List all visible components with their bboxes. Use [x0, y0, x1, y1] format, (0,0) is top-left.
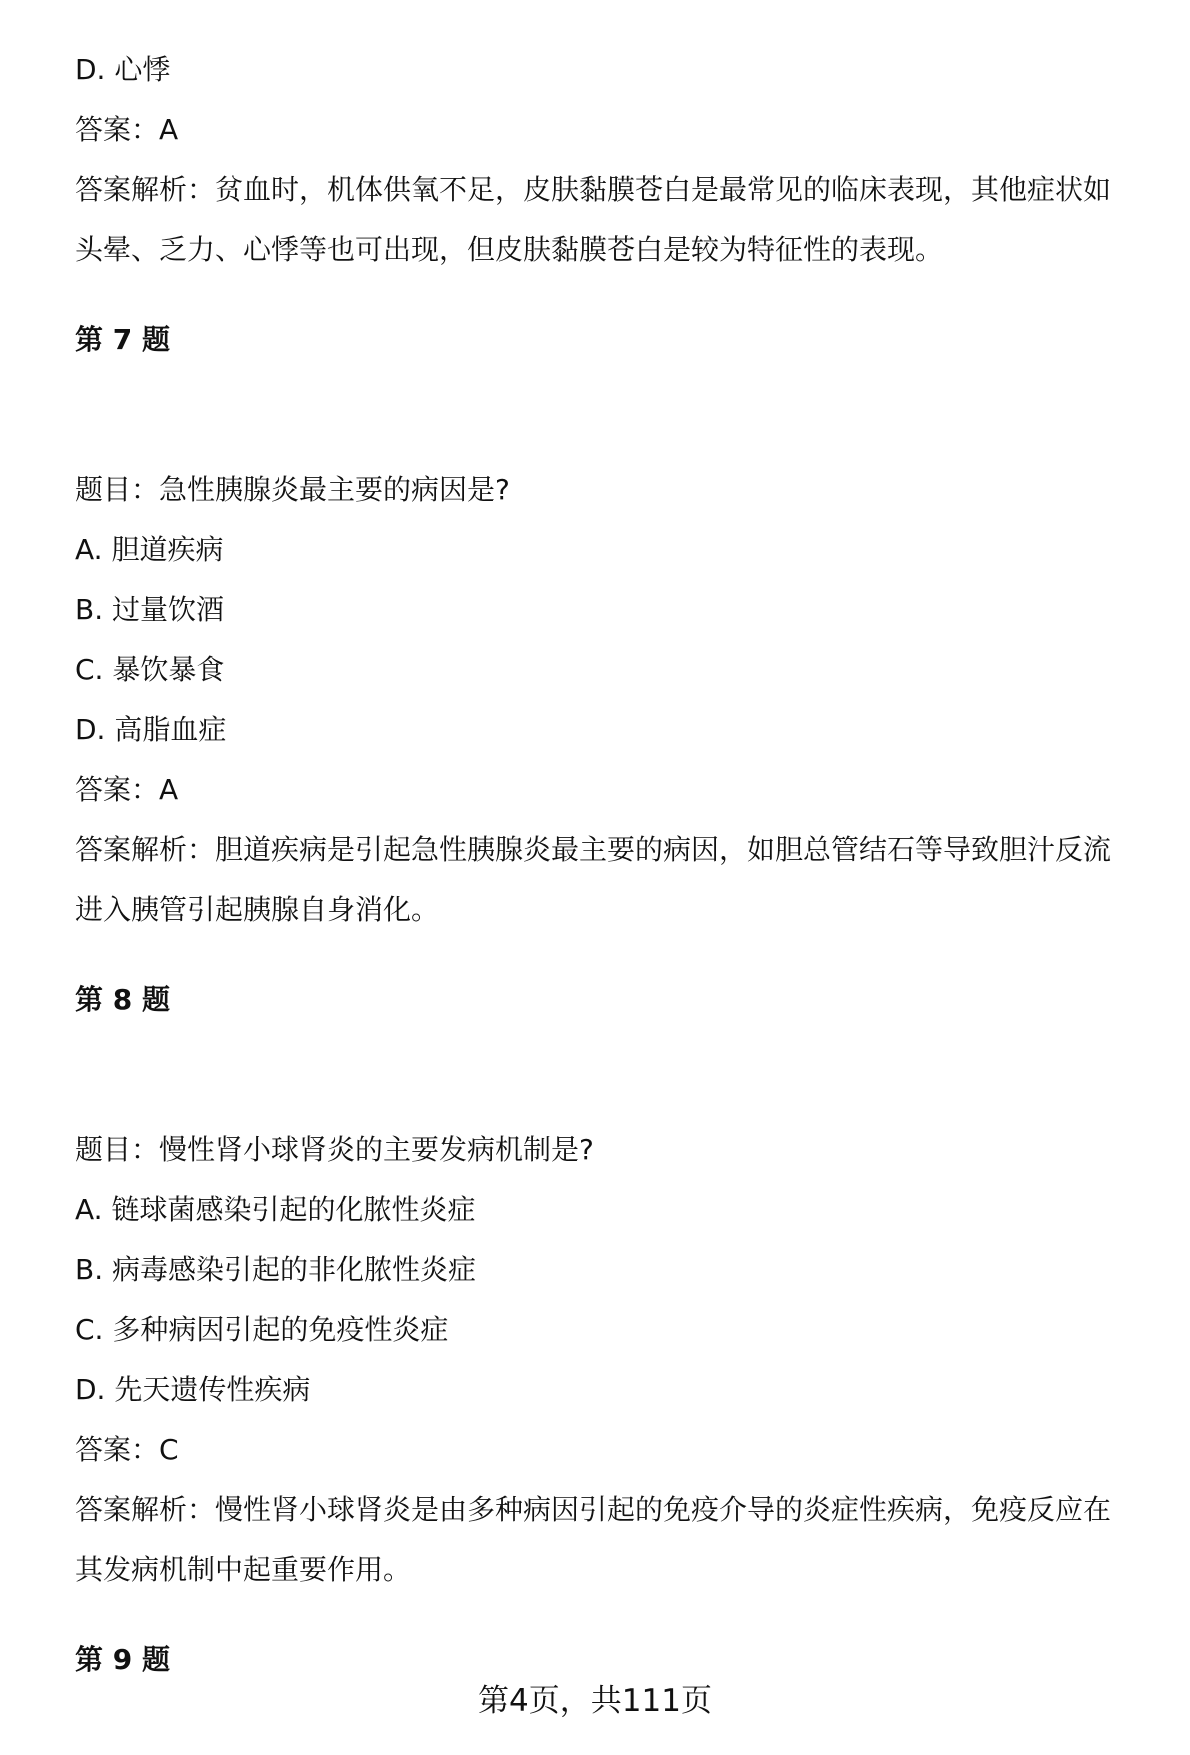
question-7-option-c: C. 暴饮暴食 [75, 653, 225, 686]
question-7-option-b: B. 过量饮酒 [75, 593, 225, 626]
page-footer: 第4页，共111页 [478, 1683, 712, 1719]
question-8-option-d: D. 先天遗传性疾病 [75, 1373, 311, 1406]
question-7-analysis: 答案解析：胆道疾病是引起急性胰腺炎最主要的病因，如胆总管结石等导致胆汁反流进入胰管引起胰腺自身消化。 [75, 833, 1112, 926]
question-9-heading: 第 9 题 [75, 1643, 170, 1676]
prev-answer: 答案：A [75, 113, 179, 146]
question-8-option-a: A. 链球菌感染引起的化脓性炎症 [75, 1193, 476, 1226]
question-8-option-c: C. 多种病因引起的免疫性炎症 [75, 1313, 449, 1346]
question-8-answer: 答案：C [75, 1433, 179, 1466]
question-8-heading: 第 8 题 [75, 983, 170, 1016]
question-8-option-b: B. 病毒感染引起的非化脓性炎症 [75, 1253, 477, 1286]
question-7-answer: 答案：A [75, 773, 179, 806]
prev-analysis: 答案解析：贫血时，机体供氧不足，皮肤黏膜苍白是最常见的临床表现，其他症状如头晕、乏力、心悸等也可出现，但皮肤黏膜苍白是较为特征性的表现。 [75, 173, 1112, 266]
question-7-option-d: D. 高脂血症 [75, 713, 227, 746]
question-7-heading: 第 7 题 [75, 323, 170, 356]
prev-option-d: D. 心悸 [75, 53, 171, 86]
question-7-option-a: A. 胆道疾病 [75, 533, 224, 566]
question-8-analysis: 答案解析：慢性肾小球肾炎是由多种病因引起的免疫介导的炎症性疾病，免疫反应在其发病机制中起重要作用。 [75, 1493, 1112, 1586]
question-7-text: 题目：急性胰腺炎最主要的病因是? [75, 473, 510, 506]
question-8-text: 题目：慢性肾小球肾炎的主要发病机制是? [75, 1133, 594, 1166]
